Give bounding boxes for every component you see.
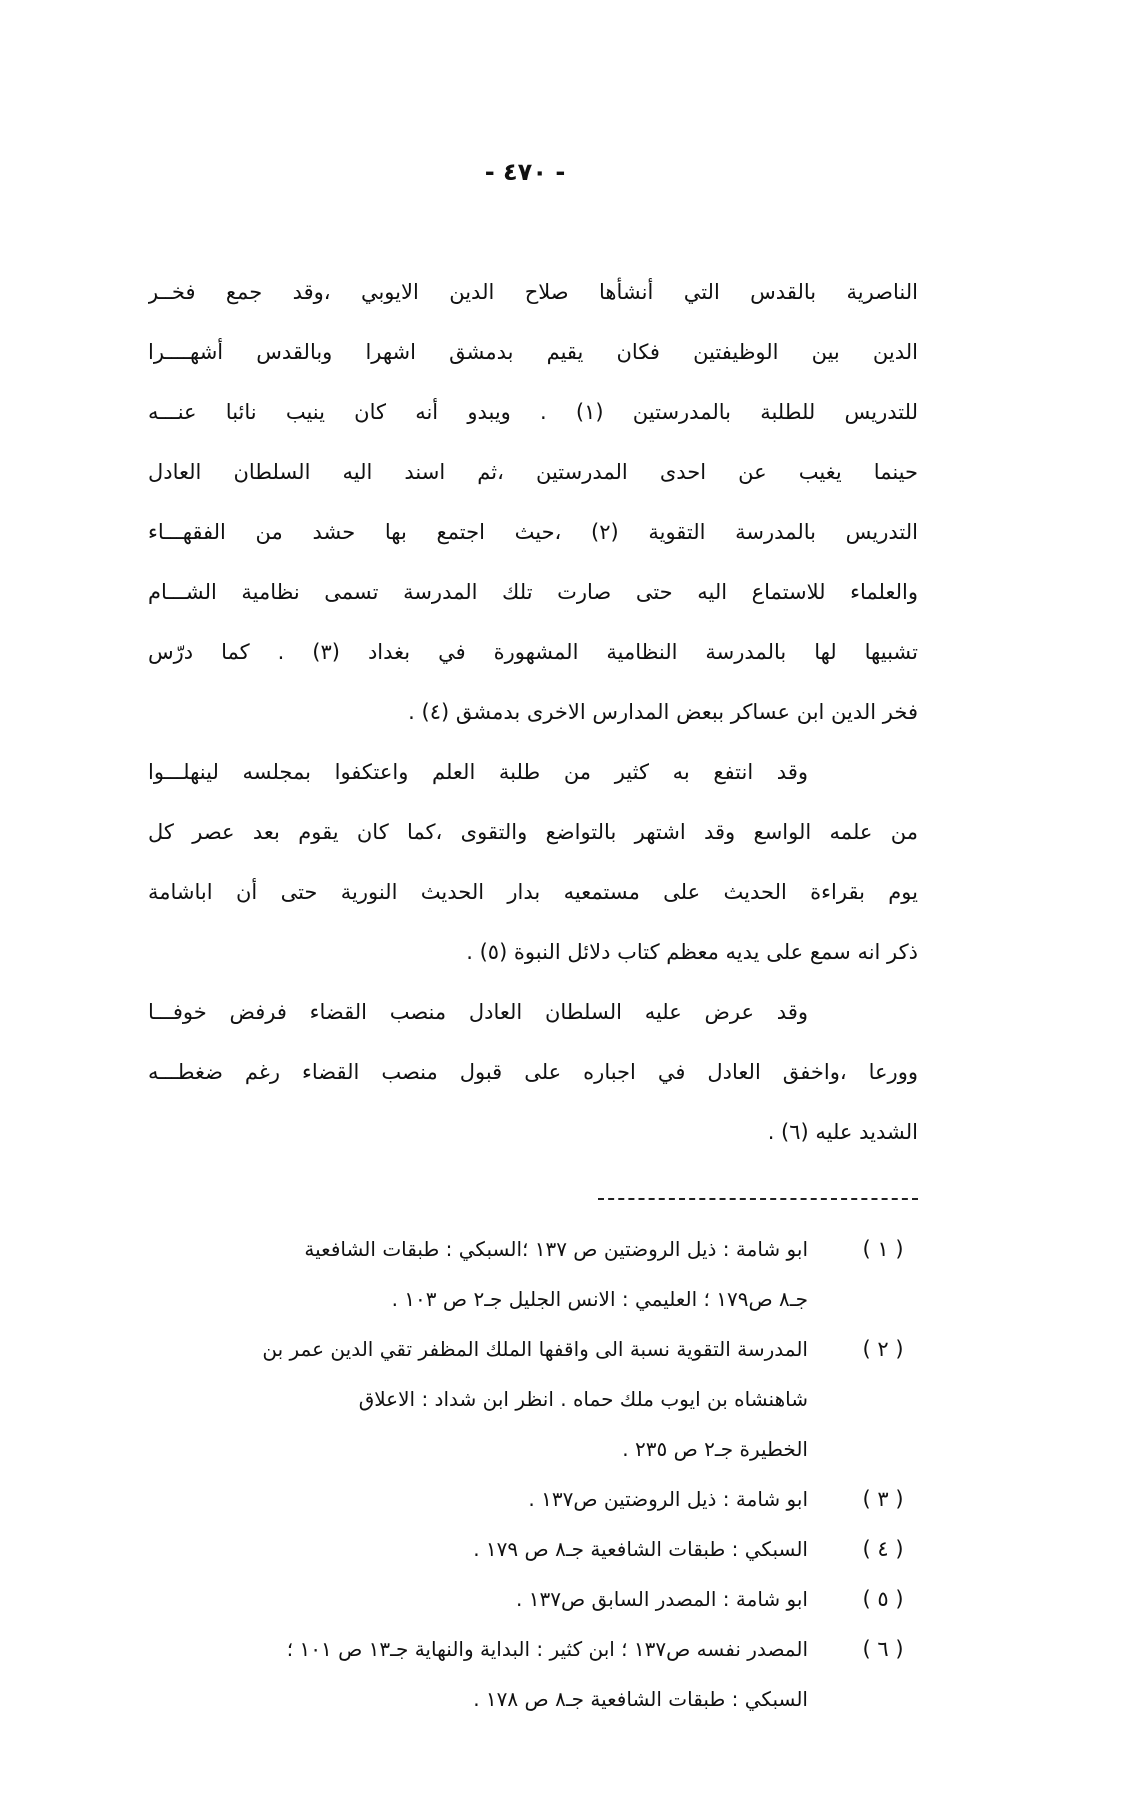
footnote-number: ( ٤ )	[862, 1537, 904, 1561]
footnote	[98, 1624, 918, 1724]
footnote-line: جـ٨ ص١٧٩ ؛ العليمي : الانس الجليل جـ٢ ص ١٠٣ .	[391, 1287, 808, 1311]
footnote-number: ( ٢ )	[862, 1337, 904, 1361]
footnote-number: ( ٥ )	[862, 1587, 904, 1611]
footnote-line: المصدر نفسه ص١٣٧ ؛ ابن كثير : البداية والنهاية جـ١٣ ص ١٠١ ؛	[286, 1637, 808, 1661]
body-line: الناصرية بالقدس التي أنشأها صلاح الدين الايوبي ،وقد جمع فخــر	[148, 280, 918, 304]
footnote	[98, 1224, 918, 1324]
footnote-line: الخطيرة جـ٢ ص ٢٣٥ .	[622, 1437, 808, 1461]
body-line: فخر الدين ابن عساكر ببعض المدارس الاخرى بدمشق (٤) .	[408, 700, 918, 724]
body-line: ذكر انه سمع على يديه معظم كتاب دلائل النبوة (٥) .	[466, 940, 918, 964]
footnotes	[98, 1224, 918, 1724]
footnote-line: ابو شامة : المصدر السابق ص١٣٧ .	[516, 1587, 808, 1611]
body-line: وورعا ،واخفق العادل في اجباره على قبول منصب القضاء رغم ضغطـــه	[148, 1060, 918, 1084]
footnote-line: ابو شامة : ذيل الروضتين ص ١٣٧ ؛السبكي : طبقات الشافعية	[304, 1237, 808, 1261]
page-number: - ٤٧٠ -	[484, 158, 566, 186]
footnote-number: ( ٦ )	[862, 1637, 904, 1661]
body-line: وقد عرض عليه السلطان العادل منصب القضاء فرفض خوفـــا	[148, 1000, 808, 1024]
footnote	[98, 1574, 918, 1624]
footnote	[98, 1524, 918, 1574]
body-text	[148, 262, 918, 1162]
body-line: يوم بقراءة الحديث على مستمعيه بدار الحديث النورية حتى أن اباشامة	[148, 880, 918, 904]
body-line: من علمه الواسع وقد اشتهر بالتواضع والتقوى ،كما كان يقوم بعد عصر كل	[148, 820, 918, 844]
footnote-number: ( ٣ )	[862, 1487, 904, 1511]
body-line: الشديد عليه (٦) .	[767, 1120, 918, 1144]
footnote-line: السبكي : طبقات الشافعية جـ٨ ص ١٧٩ .	[473, 1537, 808, 1561]
body-line: وقد انتفع به كثير من طلبة العلم واعتكفوا بمجلسه لينهلـــوا	[148, 760, 808, 784]
footnote-number: ( ١ )	[862, 1237, 904, 1261]
footnote-line: المدرسة التقوية نسبة الى واقفها الملك المظفر تقي الدين عمر بن	[262, 1337, 808, 1361]
footnote-line: شاهنشاه بن ايوب ملك حماه . انظر ابن شداد : الاعلاق	[358, 1387, 808, 1411]
body-line: تشبيها لها بالمدرسة النظامية المشهورة في بغداد (٣) . كما درّس	[148, 640, 918, 664]
body-line: التدريس بالمدرسة التقوية (٢) ،حيث اجتمع بها حشد من الفقهـــاء	[148, 520, 918, 544]
body-line: حينما يغيب عن احدى المدرستين ،ثم اسند اليه السلطان العادل	[148, 460, 918, 484]
body-line: للتدريس للطلبة بالمدرستين (١) . ويبدو أنه كان ينيب نائبا عنـــه	[148, 400, 918, 424]
footnote-divider	[598, 1198, 918, 1200]
body-line: والعلماء للاستماع اليه حتى صارت تلك المدرسة تسمى نظامية الشـــام	[148, 580, 918, 604]
footnote	[98, 1324, 918, 1474]
footnote	[98, 1474, 918, 1524]
footnote-line: ابو شامة : ذيل الروضتين ص١٣٧ .	[528, 1487, 808, 1511]
footnote-line: السبكي : طبقات الشافعية جـ٨ ص ١٧٨ .	[473, 1687, 808, 1711]
body-line: الدين بين الوظيفتين فكان يقيم بدمشق اشهرا وبالقدس أشهــــرا	[148, 340, 918, 364]
